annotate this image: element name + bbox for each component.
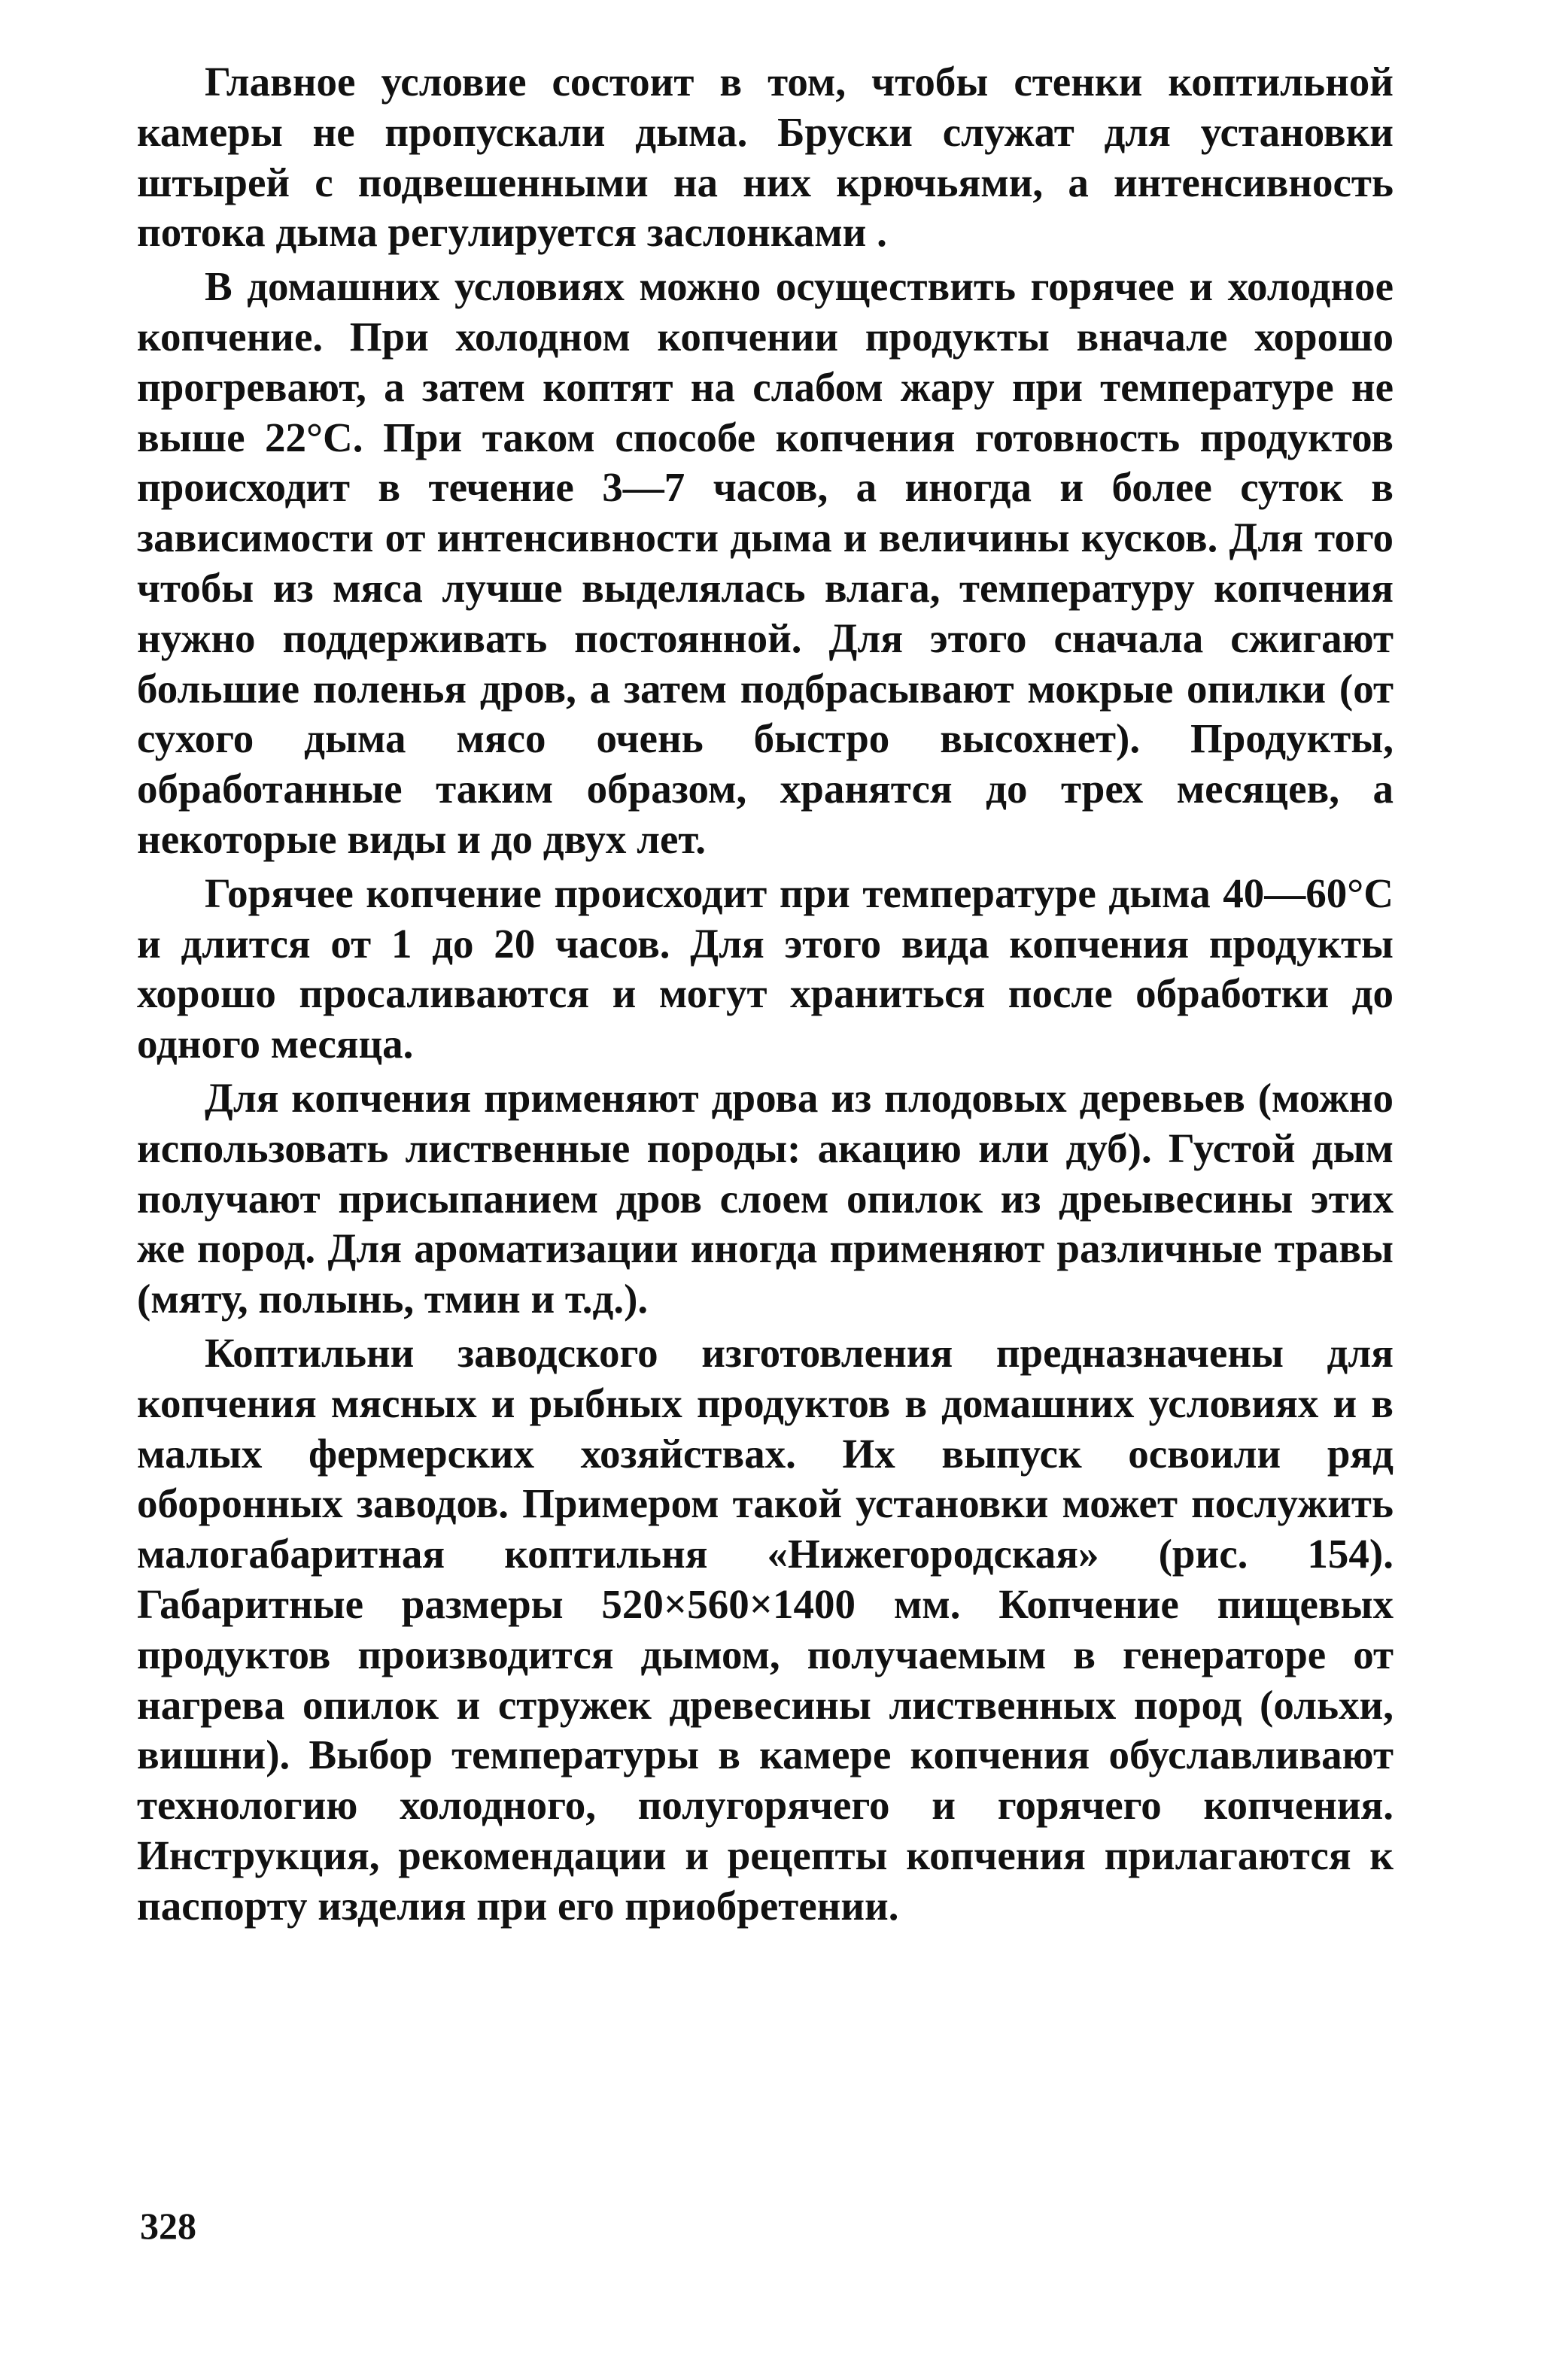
paragraph-factory-smokehouses: Коптильни заводского изготовления предназначены для копчения мясных и рыбных продуктов в домашних условиях и в малых фермерских хозяйствах. Их выпуск освоили ряд оборонных заводов. Примером такой установки может послужить малогабаритная коптильня «Нижегородская» (рис. 154). Габаритные размеры 520×560×1400 мм. Копчение пищевых продуктов производится дымом, получаемым в генераторе от нагрева опилок и стружек древесины лиственных пород (ольхи, вишни). Выбор температуры в камере копчения обуславливают технологию холодного, полугорячего и горячего копчения. Инструкция, рекомендации и рецепты копчения прилагаются к паспорту изделия при его приобретении. bbox=[137, 1329, 1394, 1929]
paragraph-firewood: Для копчения применяют дрова из плодовых деревьев (можно использовать лиственные породы: акацию или дуб). Густой дым получают присыпанием дров слоем опилок из дреывесины этих же пород. Для ароматизации иногда применяют различные травы (мяту, полынь, тмин и т.д.). bbox=[137, 1074, 1394, 1322]
page-text bbox=[137, 57, 1394, 1935]
paragraph-hot-smoking: Горячее копчение происходит при температуре дыма 40—60°С и длится от 1 до 20 часов. Для этого вида копчения продукты хорошо просаливаются и могут храниться после обработки до одного месяца. bbox=[137, 870, 1394, 1067]
page-number: 328 bbox=[140, 2205, 196, 2247]
paragraph-smokehouse-walls: Главное условие состоит в том, чтобы стенки коптильной камеры не пропускали дыма. Бруски служат для установки штырей с подвешенными на них крючьями, а интенсивность потока дыма регулируется заслонками . bbox=[137, 59, 1394, 256]
paragraph-home-smoking: В домашних условиях можно осуществить горячее и холодное копчение. При холодном копчении продукты вначале хорошо прогревают, а затем коптят на слабом жару при температуре не выше 22°С. При таком способе копчения готовность продуктов происходит в течение 3—7 часов, а иногда и более суток в зависимости от интенсивности дыма и величины кусков. Для того чтобы из мяса лучше выделялась влага, температуру копчения нужно поддерживать постоянной. Для этого сначала сжигают большие поленья дров, а затем подбрасывают мокрые опилки (от сухого дыма мясо очень быстро высохнет). Продукты, обработанные таким образом, хранятся до трех месяцев, а некоторые виды и до двух лет. bbox=[137, 263, 1394, 862]
